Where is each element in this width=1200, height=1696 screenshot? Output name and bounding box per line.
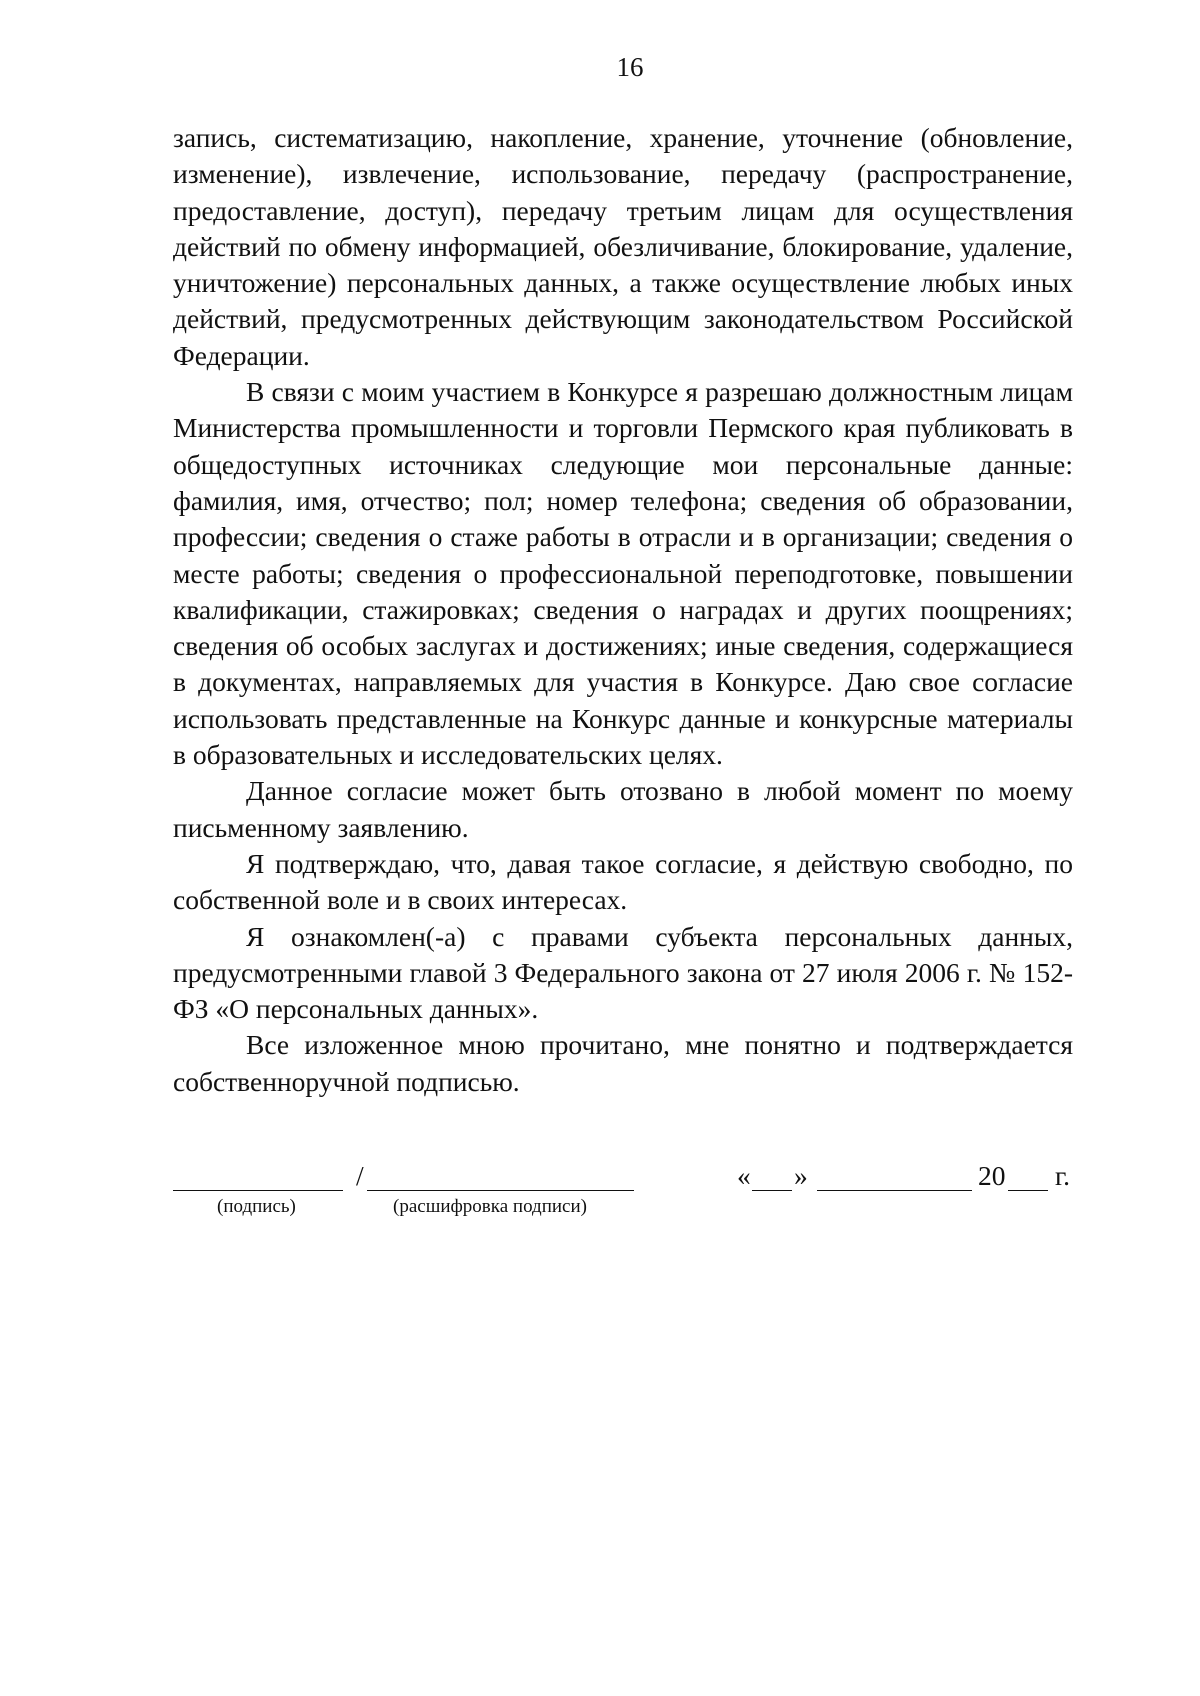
paragraph-rights-acknowledgement: Я ознакомлен(-а) с правами субъекта персональных данных, предусмотренными главой 3 Федерального закона от 27 июля 2006 г. № 152-ФЗ «О персональных данных». [173, 920, 1073, 1025]
paragraph-processing-actions: запись, систематизацию, накопление, хранение, уточнение (обновление, изменение), извлечение, использование, передачу (распространение, предоставление, доступ), передачу третьим лицам для осуществления действий по обмену информацией, обезличивание, блокирование, удаление, уничтожение) персональных данных, а также осуществление любых иных действий, предусмотренных действующим законодательством Российской Федерации. [173, 122, 1073, 371]
date-year-suffix: г. [1055, 1160, 1071, 1191]
consent-text [173, 120, 1073, 1100]
signature-block [0, 1160, 1200, 1220]
signature-decoding-caption: (расшифровка подписи) [393, 1196, 587, 1217]
signature-decoding-line[interactable] [367, 1190, 634, 1191]
signature-slash: / [356, 1160, 364, 1191]
date-open-quote: « [737, 1160, 751, 1191]
date-day-line[interactable] [752, 1190, 792, 1191]
date-month-line[interactable] [817, 1190, 972, 1191]
signature-line[interactable] [173, 1190, 343, 1191]
paragraph-free-will: Я подтверждаю, что, давая такое согласие, я действую свободно, по собственной воле и в своих интересах. [173, 847, 1073, 916]
page-number: 16 [616, 52, 644, 82]
date-year-line[interactable] [1008, 1190, 1048, 1191]
paragraph-publication-consent: В связи с моим участием в Конкурсе я разрешаю должностным лицам Министерства промышленности и торговли Пермского края публиковать в общедоступных источниках следующие мои персональные данные: фамилия, имя, отчество; пол; номер телефона; сведения об образовании, профессии; сведения о стаже работы в отрасли и в организации; сведения о месте работы; сведения о профессиональной переподготовке, повышении квалификации, стажировках; сведения о наградах и других поощрениях; сведения об особых заслугах и достижениях; иные сведения, содержащиеся в документах, направляемых для участия в Конкурсе. Даю свое согласие использовать представленные на Конкурс данные и конкурсные материалы в образовательных и исследовательских целях. [173, 376, 1073, 771]
paragraph-revocation: Данное согласие может быть отозвано в любой момент по моему письменному заявлению. [173, 775, 1073, 843]
date-close-quote: » [794, 1160, 808, 1191]
date-year-prefix: 20 [978, 1160, 1006, 1191]
signature-caption: (подпись) [217, 1196, 296, 1217]
paragraph-confirmation: Все изложенное мною прочитано, мне понятно и подтверждается собственноручной подписью. [173, 1029, 1073, 1097]
